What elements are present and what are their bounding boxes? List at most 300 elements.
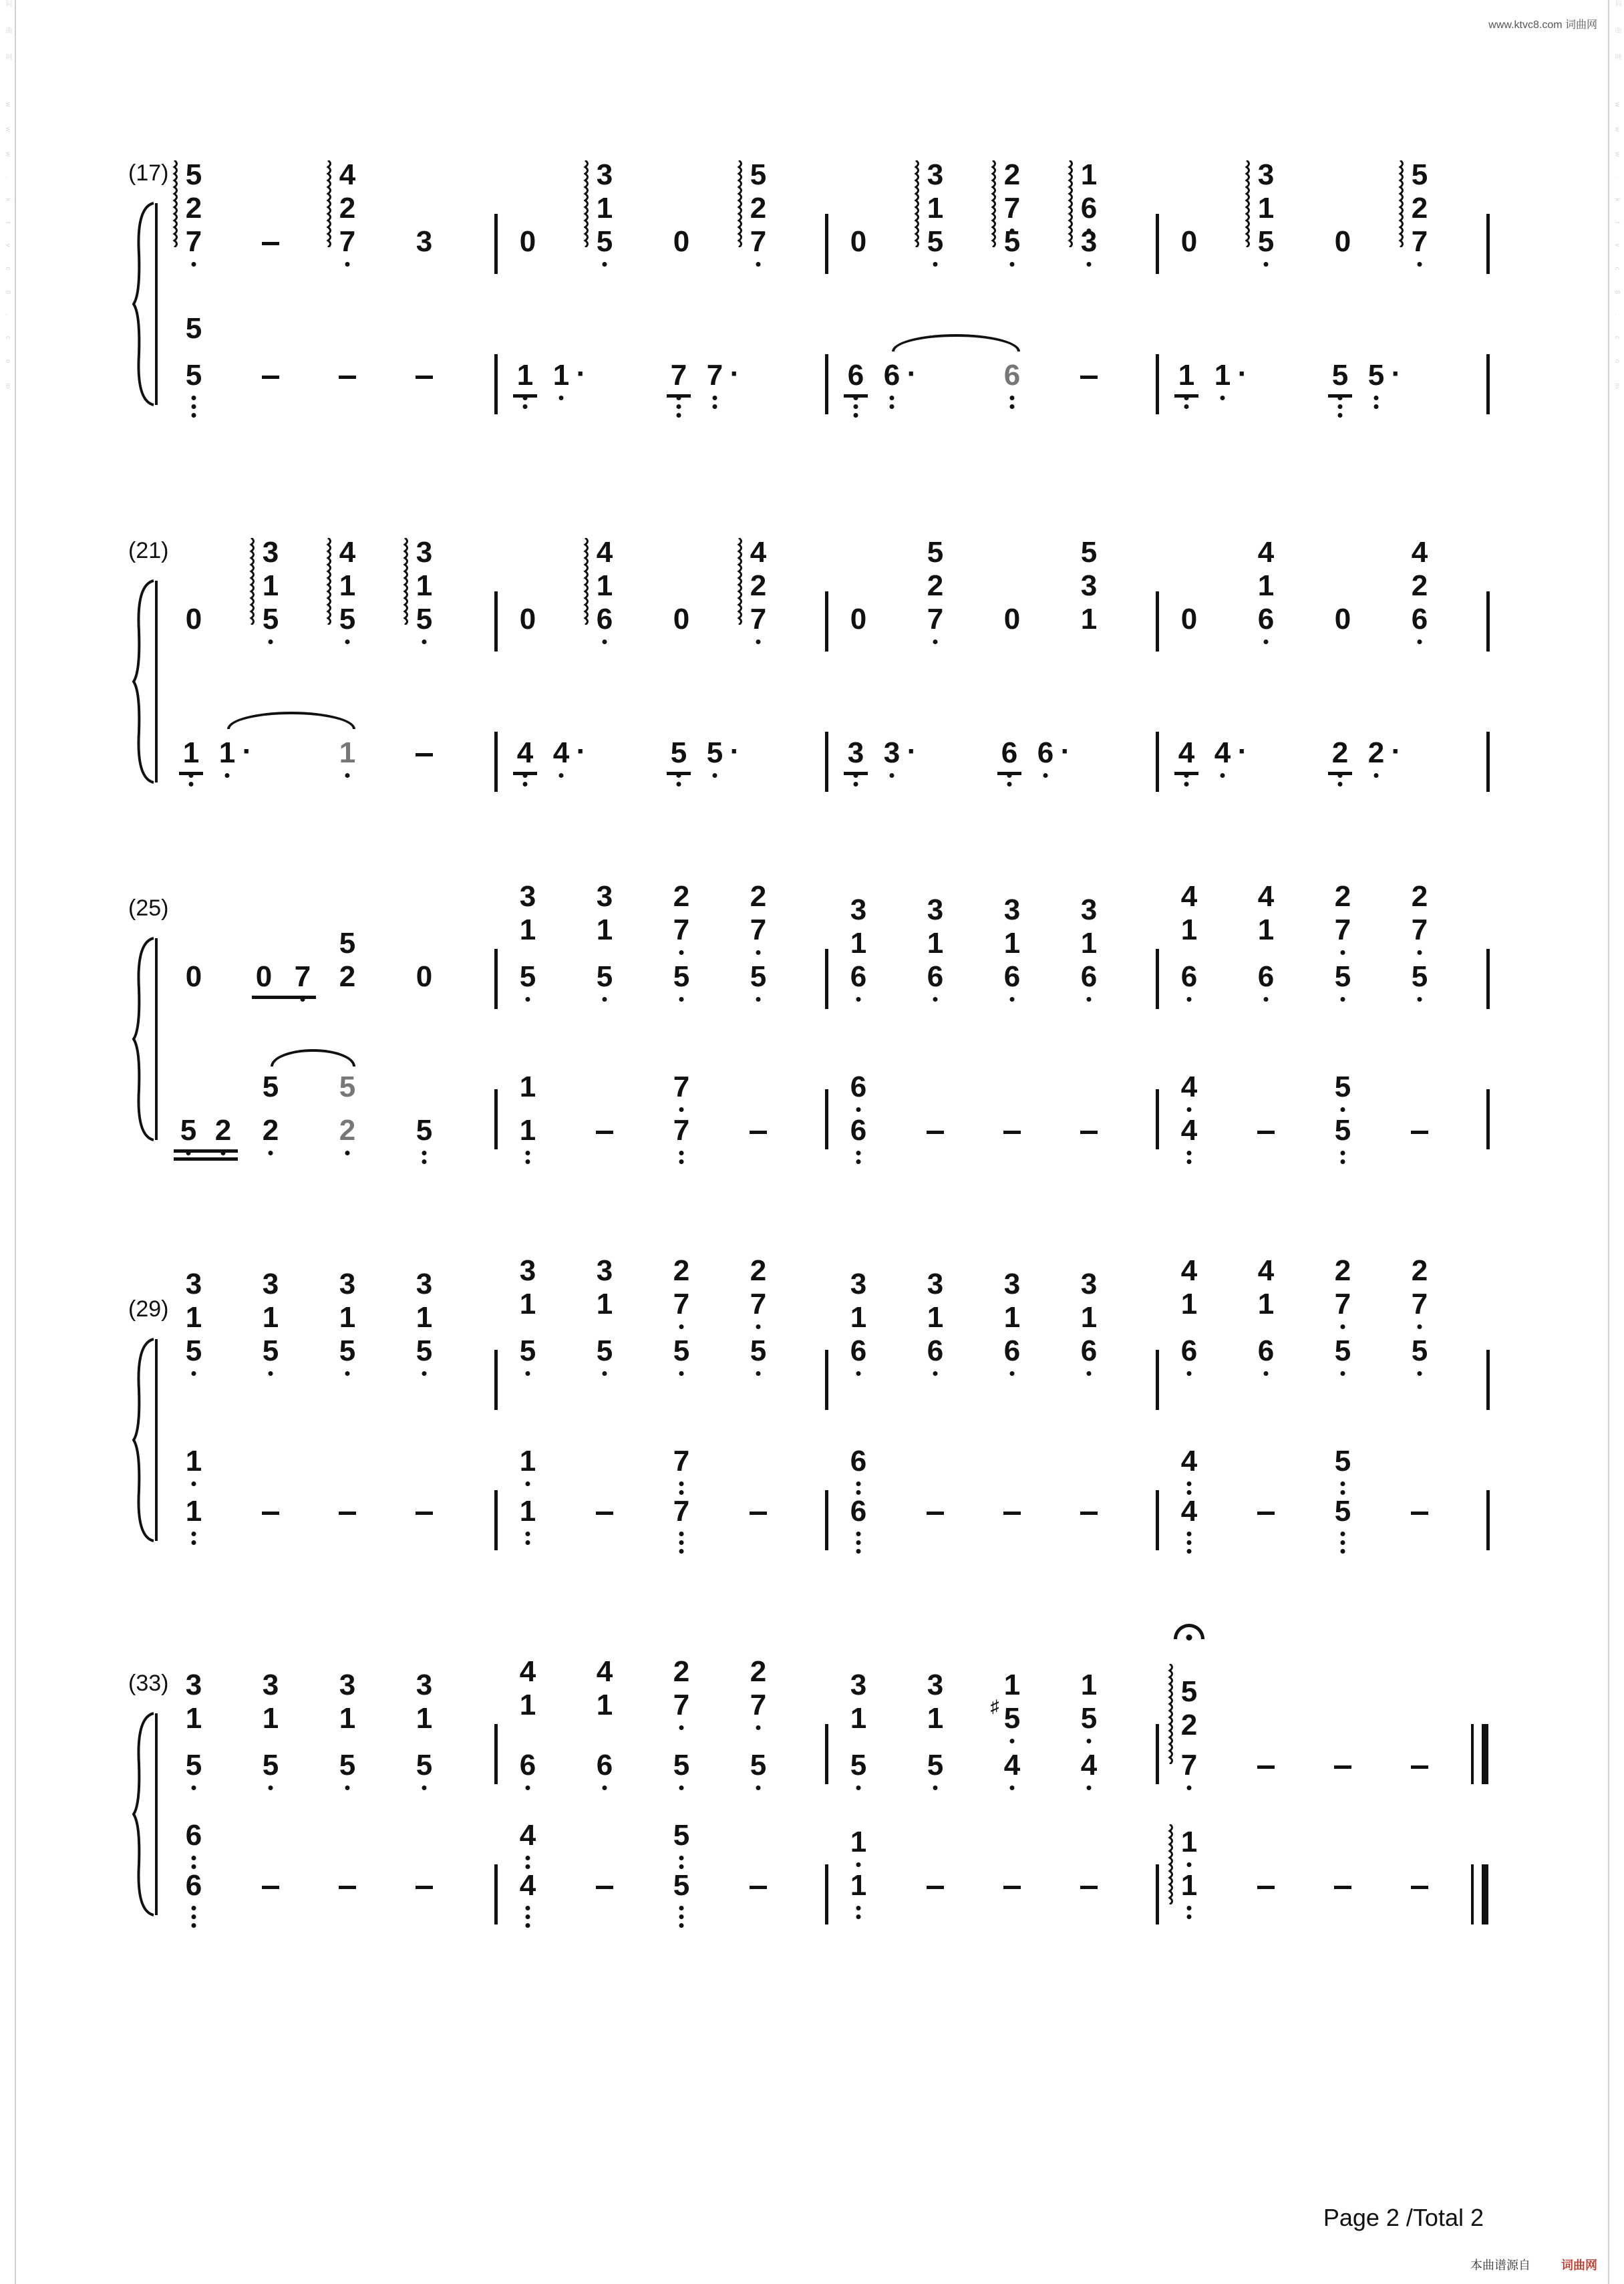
dash-sustain (1257, 1886, 1275, 1889)
octave-dot-below (1341, 1159, 1345, 1164)
octave-dot-below (526, 1906, 530, 1910)
octave-dot-below (854, 413, 858, 418)
octave-dot-below (422, 1151, 427, 1155)
page-label: Page 2 /Total 2 (1323, 2204, 1484, 2231)
eighth-underline (667, 394, 691, 398)
octave-dot-below (890, 396, 895, 400)
octave-dot-below (933, 262, 938, 267)
note-digit: 1 (1003, 1301, 1021, 1334)
octave-dot-below (559, 396, 564, 400)
watermark-text: 词曲网 www.ktvc8.com (1613, 0, 1621, 409)
octave-dot-below (679, 1481, 684, 1486)
note-digit: 6 (1003, 1334, 1021, 1367)
eighth-underline (174, 1149, 238, 1153)
eighth-underline (1328, 772, 1352, 775)
octave-dot-below (192, 1540, 196, 1545)
note-digit: 1 (596, 569, 613, 602)
note-digit: 5 (1080, 536, 1098, 569)
octave-dot-below (192, 1856, 196, 1860)
octave-dot-below (856, 1862, 861, 1867)
barline (494, 1490, 498, 1550)
barline (1156, 1350, 1159, 1410)
note-digit: 7 (673, 1114, 690, 1147)
octave-dot-below (756, 1371, 761, 1376)
octave-dot-below (1010, 997, 1015, 1002)
note-digit: 5 (185, 312, 202, 345)
octave-dot-below (1184, 404, 1189, 409)
note-digit: 1 (1080, 927, 1098, 960)
grand-staff-brace (131, 578, 158, 785)
note-digit: 5 (262, 603, 279, 635)
note-digit: 1 (416, 1301, 433, 1334)
note-digit: 6 (850, 1445, 867, 1477)
measure-number: (21) (128, 538, 169, 563)
note-digit: 0 (255, 960, 273, 993)
note-digit: 3 (850, 1268, 867, 1300)
octave-dot-below (1010, 1371, 1015, 1376)
note-digit: 7 (706, 359, 723, 392)
octave-dot-below (269, 639, 273, 644)
octave-dot-below (526, 1540, 530, 1545)
dash-sustain (416, 753, 433, 756)
note-digit: 1 (1180, 1869, 1198, 1902)
fermata-dot (1186, 1634, 1192, 1640)
octave-dot-below (1187, 1532, 1192, 1536)
note-digit: 3 (185, 1669, 202, 1701)
note-digit: 2 (927, 569, 944, 602)
barline (494, 354, 498, 414)
octave-dot-below (1187, 1107, 1192, 1112)
note-digit: 1 (850, 1869, 867, 1902)
note-digit: 5 (1180, 1675, 1198, 1708)
dash-sustain (1080, 1131, 1098, 1134)
octave-dot-below (1043, 773, 1048, 778)
note-digit: 2 (1411, 569, 1428, 602)
note-digit: 6 (185, 1819, 202, 1852)
note-digit: 3 (1080, 225, 1098, 258)
barline (1156, 591, 1159, 652)
note-digit: 6 (927, 1334, 944, 1367)
augmentation-dot: · (1391, 358, 1402, 390)
note-digit: 4 (1257, 536, 1275, 569)
octave-dot-below (526, 1856, 530, 1860)
note-digit: 6 (1411, 603, 1428, 635)
tie-slur (271, 1049, 355, 1066)
barline (825, 354, 828, 414)
octave-dot-below (192, 1371, 196, 1376)
octave-dot-below (856, 1371, 861, 1376)
arpeggio-mark (323, 538, 333, 625)
note-digit: 6 (1080, 1334, 1098, 1367)
octave-dot-below (192, 1481, 196, 1486)
note-digit: 5 (262, 1334, 279, 1367)
octave-dot-below (713, 404, 717, 409)
note-digit: 5 (262, 1749, 279, 1781)
note-digit: 7 (185, 225, 202, 258)
note-digit: 6 (847, 359, 864, 392)
dash-sustain (1257, 1131, 1275, 1134)
barline (825, 1089, 828, 1149)
octave-dot-below (192, 1864, 196, 1869)
barline (825, 1490, 828, 1550)
dash-sustain (339, 1512, 356, 1515)
note-digit: 1 (185, 1702, 202, 1735)
final-barline-thin (1471, 1864, 1474, 1924)
barline (1156, 949, 1159, 1009)
octave-dot-below (192, 1532, 196, 1536)
barline (1486, 732, 1490, 792)
octave-dot-below (1184, 782, 1189, 787)
octave-dot-below (679, 1371, 684, 1376)
note-digit: 1 (927, 1702, 944, 1735)
octave-dot-below (345, 262, 350, 267)
octave-dot-below (1341, 1532, 1345, 1536)
note-digit: 2 (1334, 1254, 1351, 1287)
note-digit: 3 (416, 225, 433, 258)
octave-dot-below (192, 1914, 196, 1919)
note-digit: 0 (850, 603, 867, 635)
note-digit: 5 (1367, 359, 1385, 392)
note-digit: 5 (1331, 359, 1349, 392)
octave-dot-below (603, 262, 607, 267)
octave-dot-below (526, 1923, 530, 1928)
eighth-underline (844, 772, 868, 775)
note-digit: 1 (1257, 1288, 1275, 1320)
note-digit: 6 (1080, 192, 1098, 225)
note-digit: 7 (1334, 1288, 1351, 1320)
tie-slur (892, 334, 1020, 351)
note-digit: 2 (339, 192, 356, 225)
note-digit: 3 (883, 736, 901, 769)
eighth-underline (997, 772, 1021, 775)
note-digit: 3 (596, 1254, 613, 1287)
note-digit: 5 (1334, 960, 1351, 993)
octave-dot-below (526, 1159, 530, 1164)
note-digit: 2 (1411, 880, 1428, 913)
barline (1486, 949, 1490, 1009)
note-digit: 4 (1180, 1254, 1198, 1287)
note-digit: 5 (416, 1334, 433, 1367)
note-digit: 5 (1334, 1114, 1351, 1147)
barline (1486, 214, 1490, 274)
arpeggio-mark (988, 160, 997, 247)
octave-dot-below (756, 997, 761, 1002)
note-digit: 1 (1214, 359, 1231, 392)
dash-sustain (1257, 1512, 1275, 1515)
octave-dot-below (679, 1786, 684, 1790)
octave-dot-below (679, 1906, 684, 1910)
octave-dot-below (677, 404, 681, 409)
note-digit: 2 (1180, 1709, 1198, 1741)
octave-dot-below (679, 1549, 684, 1554)
measure-number: (17) (128, 160, 169, 186)
octave-dot-below (679, 1856, 684, 1860)
octave-dot-below (1187, 1371, 1192, 1376)
octave-dot-below (677, 413, 681, 418)
watermark-text: 词曲网 www.ktvc8.com (4, 0, 11, 409)
note-digit: 4 (1003, 1749, 1021, 1781)
note-digit: 6 (1257, 603, 1275, 635)
octave-dot-below (1264, 262, 1269, 267)
note-digit: 5 (1334, 1495, 1351, 1528)
note-digit: 3 (1003, 893, 1021, 926)
note-digit: 1 (182, 736, 200, 769)
octave-dot-below (856, 1481, 861, 1486)
octave-dot-below (189, 782, 194, 787)
octave-dot-below (1341, 997, 1345, 1002)
note-digit: 1 (519, 1689, 536, 1721)
octave-dot-below (854, 404, 858, 409)
octave-dot-below (756, 1725, 761, 1730)
barline (1486, 1089, 1490, 1149)
note-digit: 2 (750, 192, 767, 225)
barline (1156, 1864, 1159, 1924)
barline (494, 214, 498, 274)
note-digit: 4 (1411, 536, 1428, 569)
octave-dot-below (192, 262, 196, 267)
note-digit: 1 (927, 927, 944, 960)
note-digit: 4 (519, 1655, 536, 1688)
octave-dot-below (1341, 1549, 1345, 1554)
note-digit: 5 (1334, 1334, 1351, 1367)
octave-dot-below (192, 413, 196, 418)
note-digit: 3 (1257, 158, 1275, 191)
final-barline-thick (1482, 1724, 1488, 1784)
note-digit: 7 (670, 359, 687, 392)
note-digit: 0 (673, 603, 690, 635)
arpeggio-mark (170, 160, 179, 247)
barline (494, 1089, 498, 1149)
note-digit: 1 (416, 1702, 433, 1735)
octave-dot-below (679, 1923, 684, 1928)
dash-sustain (927, 1512, 944, 1515)
note-digit: 0 (673, 225, 690, 258)
dash-sustain (1080, 1886, 1098, 1889)
note-digit: 7 (1411, 913, 1428, 946)
note-digit: 5 (706, 736, 723, 769)
dash-sustain (1411, 1886, 1428, 1889)
note-digit: 5 (1080, 1702, 1098, 1735)
octave-dot-below (345, 1151, 350, 1155)
note-digit: 3 (847, 736, 864, 769)
barline (494, 732, 498, 792)
octave-dot-below (933, 1786, 938, 1790)
note-digit: 0 (519, 225, 536, 258)
note-digit: 3 (927, 1268, 944, 1300)
note-digit: 4 (339, 158, 356, 191)
arpeggio-mark (1065, 160, 1074, 247)
note-digit: 1 (1178, 359, 1195, 392)
octave-dot-below (192, 1786, 196, 1790)
octave-dot-below (1010, 1739, 1015, 1743)
octave-dot-below (559, 773, 564, 778)
note-digit: 1 (1180, 1826, 1198, 1858)
barline (1156, 1724, 1159, 1784)
note-digit: 0 (519, 603, 536, 635)
octave-dot-below (756, 1324, 761, 1329)
octave-dot-below (679, 1532, 684, 1536)
note-digit: 4 (1257, 1254, 1275, 1287)
octave-dot-below (1338, 782, 1343, 787)
dash-sustain (1003, 1512, 1021, 1515)
note-digit: 1 (596, 1689, 613, 1721)
note-digit: 1 (339, 1702, 356, 1735)
note-digit: 6 (1003, 960, 1021, 993)
eighth-underline (513, 394, 537, 398)
note-digit: 5 (927, 225, 944, 258)
note-digit: 7 (750, 603, 767, 635)
dash-sustain (927, 1131, 944, 1134)
octave-dot-below (1187, 1540, 1192, 1545)
note-digit: 2 (214, 1114, 232, 1147)
note-digit: 4 (750, 536, 767, 569)
note-digit: 0 (850, 225, 867, 258)
dash-sustain (750, 1512, 767, 1515)
octave-dot-below (856, 1906, 861, 1910)
arpeggio-mark (247, 538, 256, 625)
note-digit: 5 (673, 960, 690, 993)
octave-dot-below (1341, 1490, 1345, 1495)
note-digit: 2 (1331, 736, 1349, 769)
note-digit: 3 (850, 893, 867, 926)
note-digit: 7 (1411, 1288, 1428, 1320)
octave-dot-below (1187, 1159, 1192, 1164)
note-digit: 5 (1003, 225, 1021, 258)
dash-sustain (339, 376, 356, 379)
octave-dot-below (526, 997, 530, 1002)
note-digit: 5 (339, 1334, 356, 1367)
note-digit: 3 (519, 880, 536, 913)
eighth-underline (1174, 394, 1198, 398)
augmentation-dot: · (1060, 735, 1071, 768)
octave-dot-below (526, 1151, 530, 1155)
note-digit: 1 (1257, 569, 1275, 602)
octave-dot-below (856, 1540, 861, 1545)
note-digit: 5 (180, 1114, 197, 1147)
octave-dot-below (1187, 1786, 1192, 1790)
octave-dot-below (1010, 396, 1015, 400)
barline (825, 732, 828, 792)
note-digit: 1 (1003, 1669, 1021, 1701)
octave-dot-below (679, 1725, 684, 1730)
note-digit: 0 (185, 960, 202, 993)
note-digit: 2 (1411, 192, 1428, 225)
augmentation-dot: · (907, 358, 917, 390)
note-digit: 2 (673, 1655, 690, 1688)
augmentation-dot: · (576, 358, 587, 390)
octave-dot-below (1341, 1481, 1345, 1486)
note-digit: 5 (750, 1334, 767, 1367)
note-digit: 5 (519, 1334, 536, 1367)
dash-sustain (596, 1512, 613, 1515)
barline (825, 591, 828, 652)
note-digit: 5 (262, 1070, 279, 1103)
note-digit: 4 (596, 536, 613, 569)
octave-dot-below (933, 997, 938, 1002)
octave-dot-below (1087, 262, 1092, 267)
note-digit: 1 (596, 1288, 613, 1320)
barline (1156, 354, 1159, 414)
note-digit: 5 (1257, 225, 1275, 258)
barline (1156, 1490, 1159, 1550)
note-digit: 4 (1180, 1114, 1198, 1147)
octave-dot-below (1418, 1324, 1422, 1329)
note-digit: 4 (596, 1655, 613, 1688)
grand-staff-brace (131, 1336, 158, 1544)
barline (1486, 591, 1490, 652)
octave-dot-below (523, 404, 528, 409)
note-digit: 3 (596, 880, 613, 913)
note-digit: 7 (673, 1070, 690, 1103)
octave-dot-below (1087, 1371, 1092, 1376)
dash-sustain (596, 1131, 613, 1134)
augmentation-dot: · (1237, 358, 1248, 390)
note-digit: 1 (185, 1495, 202, 1528)
octave-dot-below (856, 1151, 861, 1155)
octave-dot-below (856, 1786, 861, 1790)
octave-dot-below (679, 1159, 684, 1164)
music-system (0, 1254, 1624, 1624)
octave-dot-below (345, 773, 350, 778)
octave-dot-below (1374, 773, 1379, 778)
octave-dot-below (1341, 1151, 1345, 1155)
octave-dot-below (679, 997, 684, 1002)
note-digit: 1 (552, 359, 570, 392)
sixteenth-underline (174, 1157, 238, 1161)
octave-dot-below (603, 1786, 607, 1790)
octave-dot-below (1221, 396, 1225, 400)
note-digit: 2 (185, 192, 202, 225)
note-digit: 6 (519, 1749, 536, 1781)
note-digit: 4 (1180, 1070, 1198, 1103)
octave-dot-below (856, 997, 861, 1002)
note-digit: 2 (750, 880, 767, 913)
arpeggio-mark (1165, 1664, 1174, 1764)
augmentation-dot: · (1237, 735, 1248, 768)
note-digit: 6 (1003, 359, 1021, 392)
arpeggio-mark (400, 538, 410, 625)
note-digit: 7 (750, 225, 767, 258)
note-digit: 7 (927, 603, 944, 635)
grand-staff-brace (131, 1711, 158, 1918)
octave-dot-below (1087, 1739, 1092, 1743)
note-digit: 3 (262, 1268, 279, 1300)
note-digit: 1 (519, 1288, 536, 1320)
octave-dot-below (603, 639, 607, 644)
octave-dot-below (1341, 1324, 1345, 1329)
octave-dot-below (1087, 997, 1092, 1002)
octave-dot-below (1221, 773, 1225, 778)
octave-dot-below (756, 639, 761, 644)
note-digit: 5 (673, 1749, 690, 1781)
eighth-underline (1174, 772, 1198, 775)
octave-dot-below (345, 1371, 350, 1376)
note-digit: 1 (596, 913, 613, 946)
note-digit: 1 (927, 1301, 944, 1334)
note-digit: 5 (416, 1114, 433, 1147)
note-digit: 7 (1334, 913, 1351, 946)
note-digit: 2 (673, 880, 690, 913)
arpeggio-mark (581, 160, 590, 247)
note-digit: 5 (519, 960, 536, 993)
note-digit: 5 (185, 158, 202, 191)
note-digit: 3 (1080, 893, 1098, 926)
note-digit: 5 (1411, 158, 1428, 191)
arpeggio-mark (1242, 160, 1251, 247)
note-digit: 6 (1001, 736, 1018, 769)
note-digit: 6 (185, 1869, 202, 1902)
note-digit: 3 (416, 1669, 433, 1701)
